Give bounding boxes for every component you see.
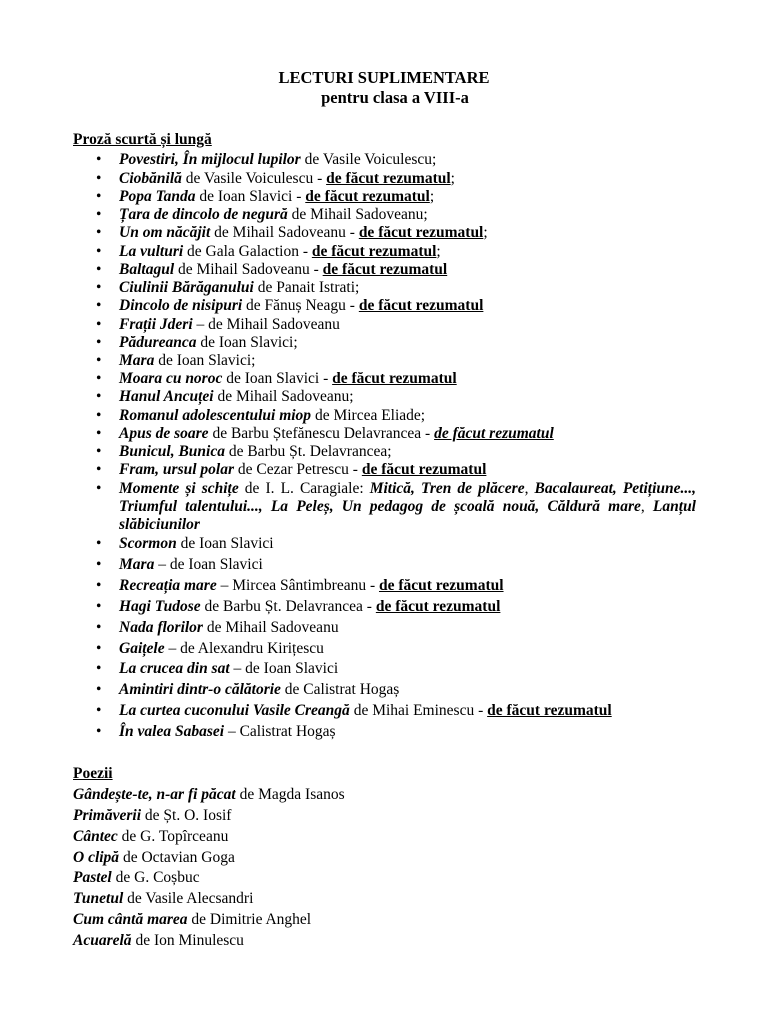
work-author: – de Ioan Slavici — [154, 556, 263, 573]
bullet-icon: • — [96, 261, 102, 278]
work-author: de Ioan Slavici; — [154, 352, 256, 369]
poem-title: Cântec — [73, 828, 118, 845]
list-item-text — [119, 407, 696, 425]
work-title: În valea Sabasei — [119, 723, 225, 740]
bullet-icon: • — [96, 723, 102, 740]
work-author: de Panait Istrati; — [253, 279, 360, 296]
summary-note: de făcut rezumatul — [305, 188, 430, 205]
summary-note: de făcut rezumatul — [434, 425, 554, 442]
poem-author: de Dimitrie Anghel — [187, 911, 312, 928]
work-author: de Mihail Sadoveanu - — [174, 261, 323, 278]
work-title: Popa Tanda — [119, 188, 196, 205]
bullet-icon: • — [96, 334, 102, 351]
summary-note: de făcut rezumatul — [326, 170, 451, 187]
poem-title: O clipă — [73, 849, 120, 866]
list-item-text — [119, 702, 696, 720]
work-title: Recreația mare — [119, 577, 217, 594]
list-item-text — [119, 660, 696, 678]
work-author: de Ioan Slavici; — [196, 334, 298, 351]
work-author: de Gala Galaction - — [183, 243, 312, 260]
work-title: Momente și schițe — [119, 480, 239, 497]
bullet-icon: • — [96, 151, 102, 168]
bullet-icon: • — [96, 407, 102, 424]
separator: , — [640, 498, 653, 515]
bullet-icon: • — [96, 556, 102, 573]
list-item-text — [119, 598, 696, 616]
bullet-icon: • — [96, 577, 102, 594]
list-item-text — [119, 425, 696, 443]
work-title: Mara — [119, 352, 155, 369]
work-author: de Mihail Sadoveanu; — [287, 206, 428, 223]
poem-title: Primăverii — [73, 807, 142, 824]
bullet-icon: • — [96, 480, 102, 497]
bullet-icon: • — [96, 316, 102, 333]
work-title: La curtea cuconului Vasile Creangă — [119, 702, 350, 719]
work-title: La crucea din sat — [119, 660, 230, 677]
title-line-2: pentru clasa a VIII-a — [321, 88, 469, 107]
list-item-text — [119, 224, 696, 242]
poem-author: de Magda Isanos — [235, 786, 345, 803]
work-author: de Mihail Sadoveanu - — [210, 224, 359, 241]
section-heading-poetry: Poezii — [73, 765, 113, 782]
work-author: de Vasile Voiculescu - — [181, 170, 327, 187]
work-title: Dincolo de nisipuri — [119, 297, 243, 314]
work-author: de Barbu Șt. Delavrancea; — [224, 443, 392, 460]
work-author: – Mircea Sântimbreanu - — [216, 577, 379, 594]
bullet-icon: • — [96, 297, 102, 314]
summary-note: de făcut rezumatul — [358, 224, 484, 241]
poem-item — [73, 932, 244, 950]
list-item-text — [119, 279, 696, 297]
poem-item — [73, 786, 345, 804]
bullet-icon: • — [96, 170, 102, 187]
bullet-icon: • — [96, 370, 102, 387]
list-item-text — [119, 352, 696, 370]
work-title: Bunicul, Bunica — [119, 443, 225, 460]
bullet-icon: • — [96, 681, 102, 698]
poem-item — [73, 807, 231, 825]
summary-note: de făcut rezumatul — [311, 243, 437, 260]
work-title: Hanul Ancuței — [119, 388, 214, 405]
work-title: Apus de soare — [119, 425, 209, 442]
bullet-icon: • — [96, 598, 102, 615]
list-item-text — [119, 619, 696, 637]
work-titles: Bacalaureat, Petițiune..., Triumful talentului..., La Peleș, Un pedagog de școală nouă, Căldură mare — [119, 480, 697, 515]
list-item-text — [119, 388, 696, 406]
item-end: ; — [429, 188, 435, 205]
work-title: Ciobănilă — [119, 170, 182, 187]
list-item-text — [119, 681, 696, 699]
bullet-icon: • — [96, 443, 102, 460]
bullet-icon: • — [96, 461, 102, 478]
poem-author: de G. Topîrceanu — [117, 828, 229, 845]
list-item-text — [119, 535, 696, 553]
list-item-text — [119, 577, 696, 595]
summary-note: de făcut rezumatul — [375, 598, 501, 615]
summary-note: de făcut rezumatul — [378, 577, 504, 594]
item-end: ; — [483, 224, 488, 241]
list-item-text — [119, 316, 696, 334]
work-title: Romanul adolescentului miop — [119, 407, 312, 424]
work-title: Ciulinii Bărăganului — [119, 279, 254, 296]
poem-author: de G. Coșbuc — [111, 869, 200, 886]
work-author: de Fănuș Neagu - — [242, 297, 359, 314]
work-author: de Mihai Eminescu - — [349, 702, 488, 719]
list-item-text — [119, 151, 696, 169]
work-title: Povestiri, În mijlocul lupilor — [119, 151, 301, 168]
work-titles: Mitică, Tren de plăcere — [369, 480, 525, 497]
work-title: Fram, ursul polar — [119, 461, 235, 478]
work-title: Țara de dincolo de negură — [119, 206, 288, 223]
work-author: de Calistrat Hogaș — [280, 681, 400, 698]
list-item-text — [119, 297, 696, 315]
work-author: – Calistrat Hogaș — [224, 723, 336, 740]
work-author: – de Ioan Slavici — [229, 660, 339, 677]
list-item-text — [119, 443, 696, 461]
poem-item — [73, 890, 253, 908]
list-item-text — [119, 370, 696, 388]
poem-title: Tunetul — [73, 890, 124, 907]
poem-item — [73, 911, 311, 929]
document-title — [0, 68, 768, 108]
list-item-text — [119, 188, 696, 206]
work-title: La vulturi — [119, 243, 184, 260]
summary-note: de făcut rezumatul — [361, 461, 487, 478]
poem-author: de Octavian Goga — [119, 849, 235, 866]
poem-title: Gândește-te, n-ar fi păcat — [73, 786, 236, 803]
work-title: Scormon — [119, 535, 177, 552]
list-item-text — [119, 480, 696, 534]
list-item-text — [119, 170, 696, 188]
work-title: Mara — [119, 556, 155, 573]
work-author: de Ioan Slavici - — [222, 370, 333, 387]
bullet-icon: • — [96, 660, 102, 677]
list-item-text — [119, 723, 696, 741]
bullet-icon: • — [96, 702, 102, 719]
list-item-text — [119, 261, 696, 279]
poem-author: de Vasile Alecsandri — [123, 890, 254, 907]
bullet-icon: • — [96, 388, 102, 405]
summary-note: de făcut rezumatul — [358, 297, 484, 314]
list-item-text — [119, 243, 696, 261]
list-item-text — [119, 461, 696, 479]
poem-author: de Șt. O. Iosif — [141, 807, 232, 824]
work-titles: Lanțul slăbiciunilor — [119, 498, 696, 533]
bullet-icon: • — [96, 188, 102, 205]
work-author: de Mihail Sadoveanu; — [213, 388, 354, 405]
poem-item — [73, 828, 228, 846]
bullet-icon: • — [96, 224, 102, 241]
bullet-icon: • — [96, 640, 102, 657]
work-title: Pădureanca — [119, 334, 197, 351]
bullet-icon: • — [96, 206, 102, 223]
poem-item — [73, 869, 200, 887]
work-author: de Mircea Eliade; — [311, 407, 426, 424]
bullet-icon: • — [96, 425, 102, 442]
bullet-icon: • — [96, 535, 102, 552]
work-title: Amintiri dintr-o călătorie — [119, 681, 281, 698]
title-line-1: LECTURI SUPLIMENTARE — [278, 68, 490, 87]
work-title: Gaițele — [119, 640, 165, 657]
work-title: Hagi Tudose — [119, 598, 201, 615]
item-end: ; — [450, 170, 455, 187]
work-author: de Ioan Slavici — [176, 535, 274, 552]
work-title: Frații Jderi — [119, 316, 193, 333]
summary-note: de făcut rezumatul — [322, 261, 448, 278]
work-author: de Cezar Petrescu - — [234, 461, 362, 478]
bullet-icon: • — [96, 243, 102, 260]
bullet-icon: • — [96, 279, 102, 296]
work-title: Baltagul — [119, 261, 175, 278]
poem-author: de Ion Minulescu — [131, 932, 244, 949]
poem-title: Acuarelă — [73, 932, 132, 949]
work-title: Moara cu noroc — [119, 370, 223, 387]
work-author: de Ioan Slavici - — [195, 188, 306, 205]
bullet-icon: • — [96, 352, 102, 369]
summary-note: de făcut rezumatul — [332, 370, 457, 387]
item-end: ; — [436, 243, 441, 260]
list-item-text — [119, 640, 696, 658]
work-author: – de Alexandru Kirițescu — [164, 640, 324, 657]
work-title: Un om năcăjit — [119, 224, 211, 241]
work-author: de Barbu Ștefănescu Delavrancea - — [208, 425, 435, 442]
work-author: de Mihail Sadoveanu — [202, 619, 339, 636]
work-author: de Vasile Voiculescu; — [300, 151, 437, 168]
work-author: de I. L. Caragiale: — [238, 480, 370, 497]
work-author: de Barbu Șt. Delavrancea - — [200, 598, 376, 615]
work-title: Nada florilor — [119, 619, 203, 636]
poem-item — [73, 849, 235, 867]
bullet-icon: • — [96, 619, 102, 636]
list-item-text — [119, 206, 696, 224]
work-author: – de Mihail Sadoveanu — [192, 316, 340, 333]
section-heading-prose: Proză scurtă și lungă — [73, 131, 212, 148]
list-item-text — [119, 334, 696, 352]
separator: , — [524, 480, 535, 497]
list-item-text — [119, 556, 696, 574]
summary-note: de făcut rezumatul — [487, 702, 612, 719]
poem-title: Pastel — [73, 869, 112, 886]
poem-title: Cum cântă marea — [73, 911, 188, 928]
